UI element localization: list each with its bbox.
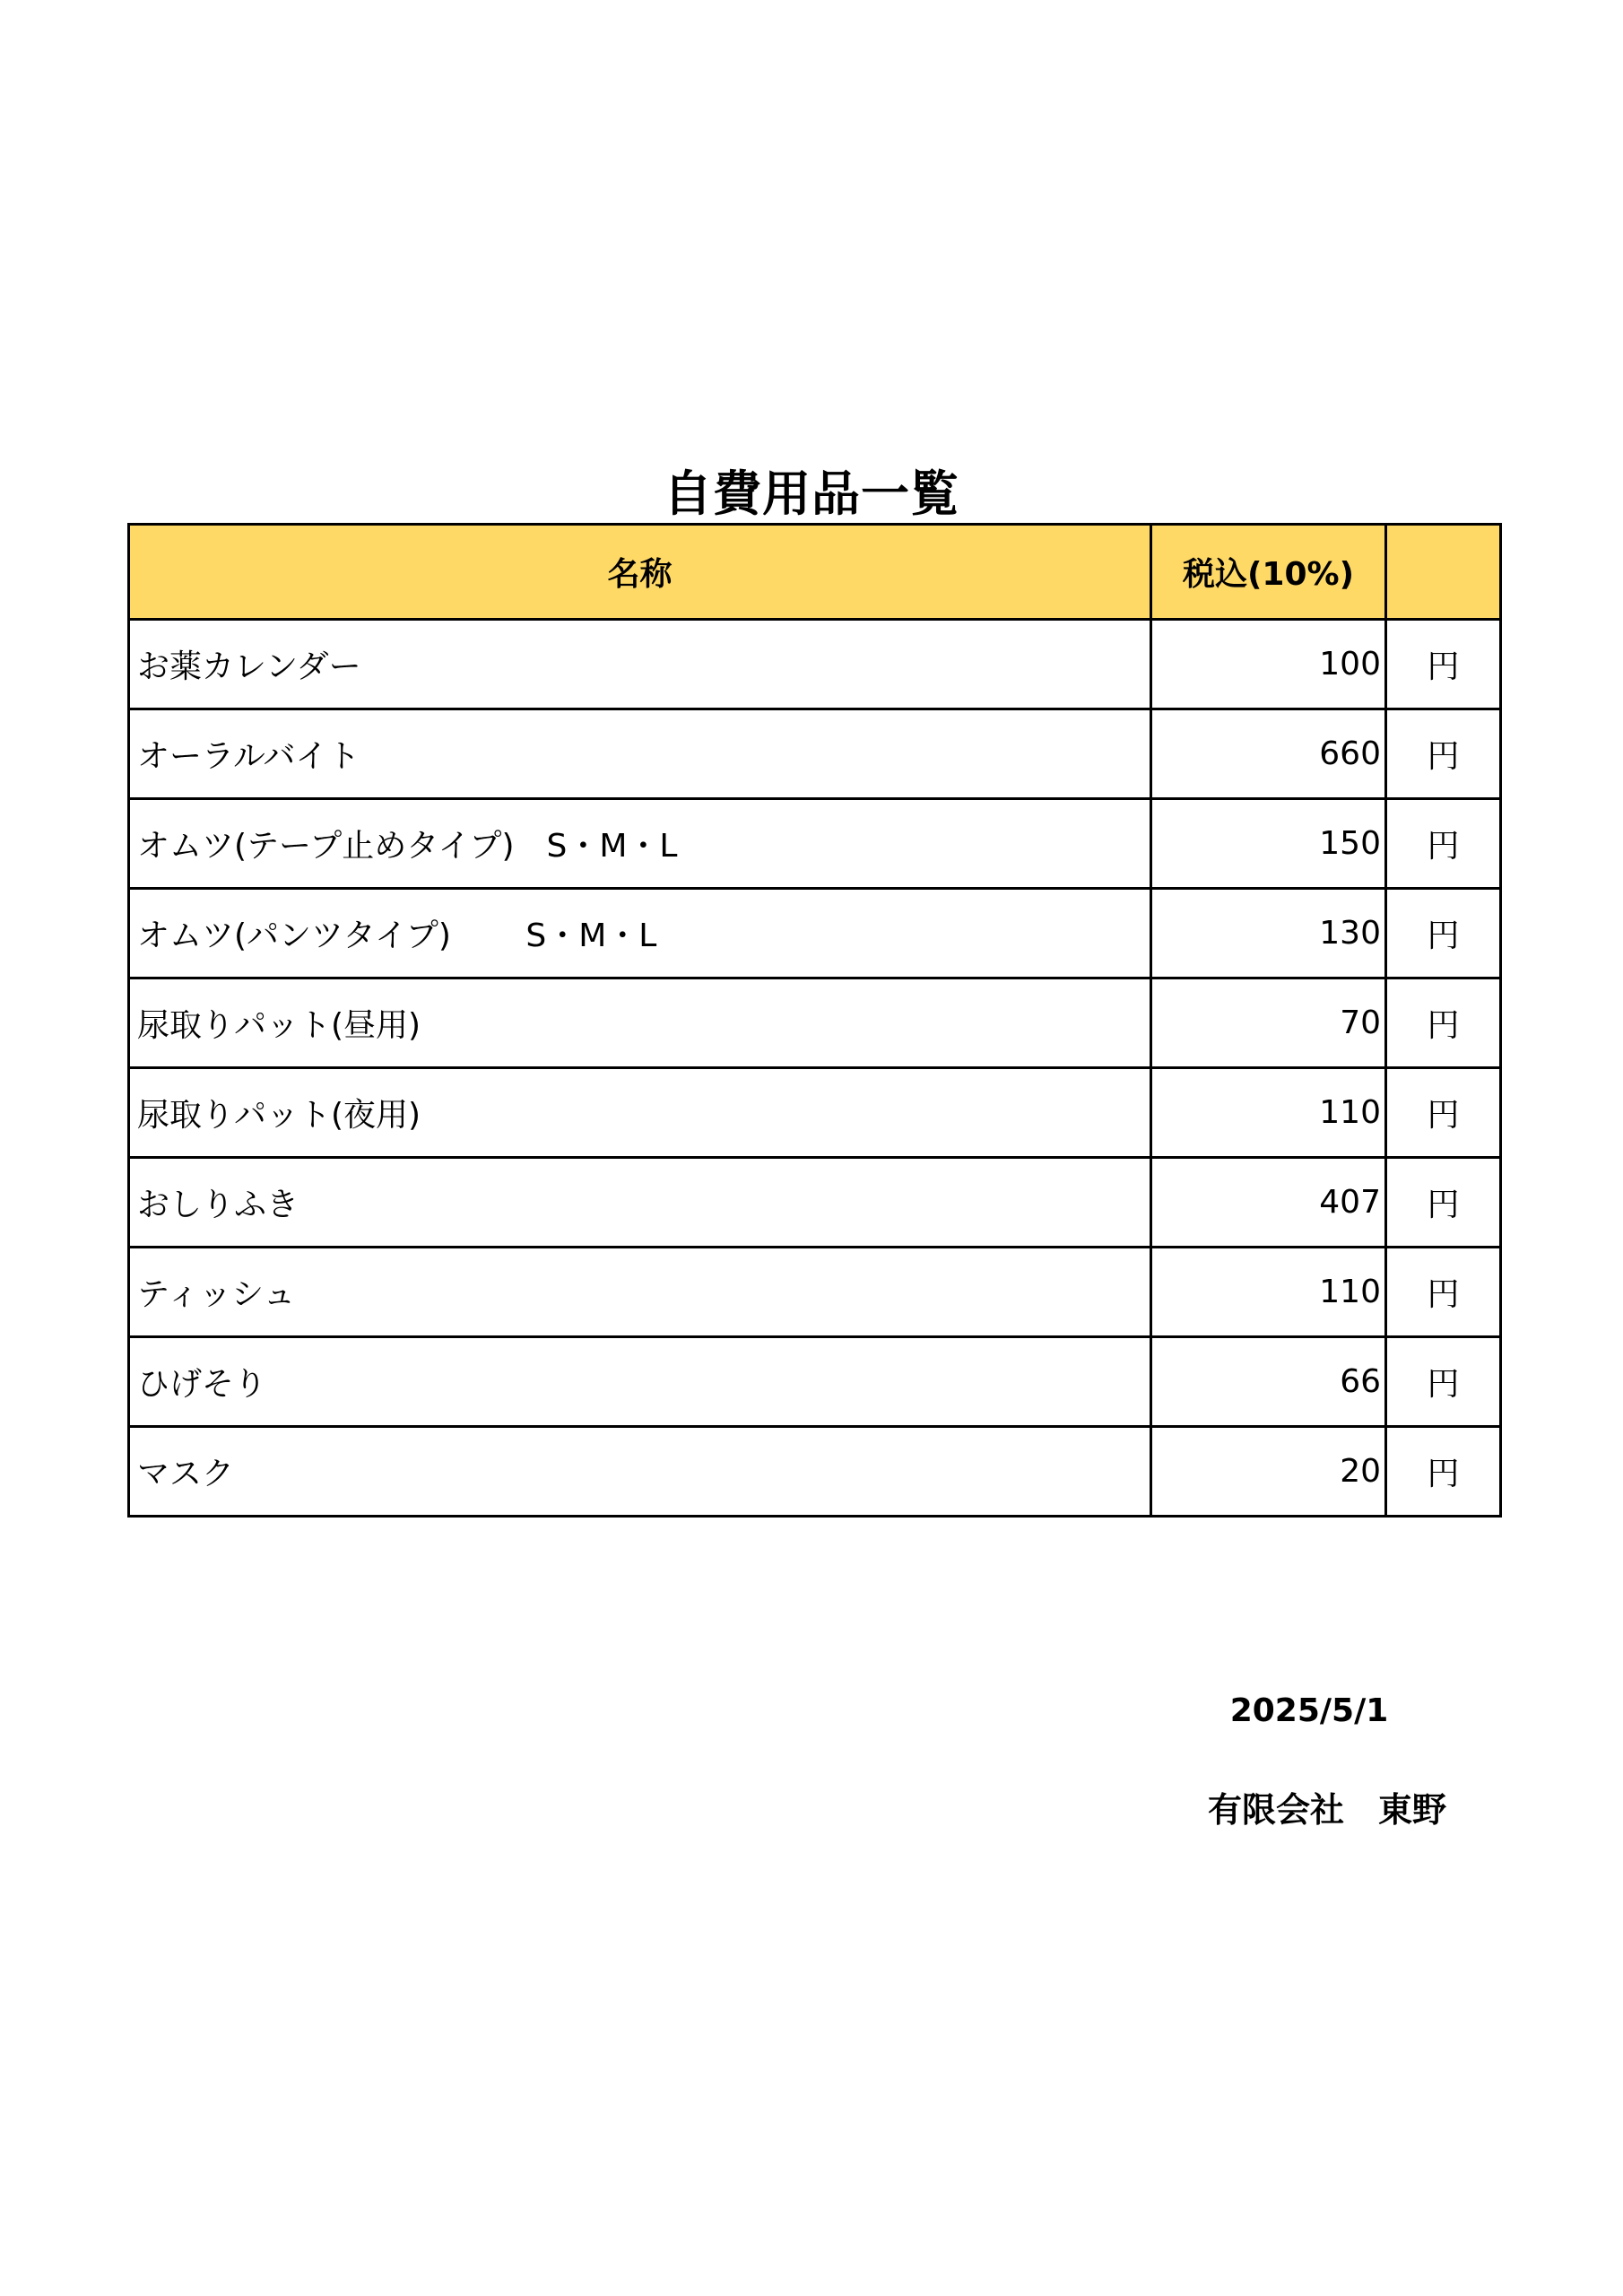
item-price: 66 <box>1151 1337 1386 1427</box>
header-unit <box>1386 525 1501 620</box>
table-row <box>129 620 1501 709</box>
item-price: 20 <box>1151 1427 1386 1517</box>
item-unit: 円 <box>1386 620 1501 709</box>
company-name: 有限会社 東野 <box>1207 1790 1446 1830</box>
item-price: 110 <box>1151 1248 1386 1337</box>
table-row <box>129 1337 1501 1427</box>
item-name: おしりふき <box>129 1158 1151 1248</box>
item-unit: 円 <box>1386 1427 1501 1517</box>
item-name: オムツ(パンツタイプ) S・M・L <box>129 889 1151 978</box>
table-row <box>129 1158 1501 1248</box>
item-price: 110 <box>1151 1068 1386 1158</box>
item-name: 尿取りパット(昼用) <box>129 978 1151 1068</box>
item-unit: 円 <box>1386 978 1501 1068</box>
item-unit: 円 <box>1386 1248 1501 1337</box>
price-table <box>127 523 1502 1518</box>
item-name: オムツ(テープ止めタイプ) S・M・L <box>129 799 1151 889</box>
item-unit: 円 <box>1386 889 1501 978</box>
item-price: 660 <box>1151 709 1386 799</box>
item-name: ひげそり <box>129 1337 1151 1427</box>
item-name: マスク <box>129 1427 1151 1517</box>
item-price: 100 <box>1151 620 1386 709</box>
header-price: 税込(10%) <box>1151 525 1386 620</box>
item-unit: 円 <box>1386 1158 1501 1248</box>
item-name: 尿取りパット(夜用) <box>129 1068 1151 1158</box>
item-unit: 円 <box>1386 1337 1501 1427</box>
table-row <box>129 1068 1501 1158</box>
table-row <box>129 978 1501 1068</box>
table-row <box>129 889 1501 978</box>
item-price: 150 <box>1151 799 1386 889</box>
item-name: オーラルバイト <box>129 709 1151 799</box>
item-unit: 円 <box>1386 709 1501 799</box>
item-price: 130 <box>1151 889 1386 978</box>
item-price: 70 <box>1151 978 1386 1068</box>
table-row <box>129 709 1501 799</box>
page-title: 自費用品一覧 <box>664 465 959 522</box>
table-row <box>129 799 1501 889</box>
table-row <box>129 1427 1501 1517</box>
table-header-row <box>129 525 1501 620</box>
issue-date: 2025/5/1 <box>1229 1692 1389 1729</box>
item-unit: 円 <box>1386 799 1501 889</box>
table-row <box>129 1248 1501 1337</box>
item-name: お薬カレンダー <box>129 620 1151 709</box>
item-unit: 円 <box>1386 1068 1501 1158</box>
header-name: 名称 <box>129 525 1151 620</box>
item-price: 407 <box>1151 1158 1386 1248</box>
item-name: ティッシュ <box>129 1248 1151 1337</box>
